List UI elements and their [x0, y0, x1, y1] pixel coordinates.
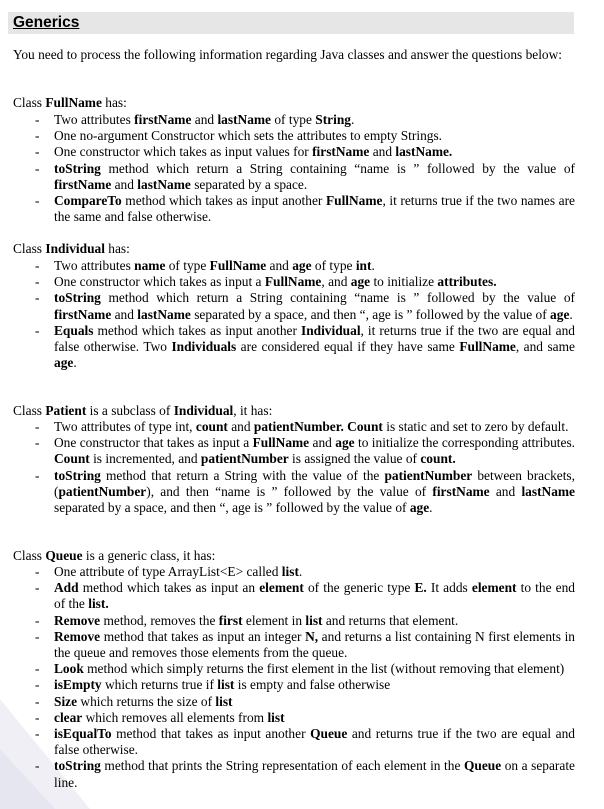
list-item	[13, 144, 575, 160]
bold-term: Remove	[54, 612, 101, 628]
list-item	[13, 323, 575, 372]
list-item	[13, 419, 575, 435]
section-header-individual	[13, 241, 130, 257]
bold-term: toString	[54, 467, 101, 483]
bold-term: lastName	[137, 306, 191, 322]
text-run: and	[111, 176, 138, 192]
bold-term: firstName	[432, 483, 490, 499]
text-run: method that return a String with the value of the	[100, 467, 385, 483]
bold-term: Size	[54, 693, 78, 709]
text-run: is assigned the value of	[288, 451, 421, 467]
bold-term: FullName	[252, 435, 310, 451]
text-run: of type	[271, 112, 316, 127]
text-run: method which takes as input another	[93, 322, 301, 338]
text-run: One attribute of type ArrayList<E> called	[54, 564, 282, 579]
text-run: and	[111, 306, 138, 322]
text-run: It adds	[426, 580, 472, 596]
text-run: of type	[165, 258, 210, 273]
list-item	[13, 435, 575, 467]
page-title: Generics	[13, 14, 80, 31]
bold-term: toString	[54, 758, 101, 774]
bold-term: lastName	[217, 112, 271, 127]
text-run: , and same	[515, 339, 575, 355]
list-item	[13, 161, 575, 193]
text-run: Class	[13, 241, 46, 256]
bold-term: Count	[347, 419, 383, 434]
section-header-patient	[13, 403, 272, 419]
section-header-queue	[13, 548, 215, 564]
text-run: method that takes as input another	[111, 726, 311, 742]
bold-term: Patient	[45, 403, 87, 418]
text-run: and	[489, 483, 522, 499]
list-item	[13, 726, 575, 758]
bold-term: list.	[88, 596, 109, 612]
bold-term: Queue	[310, 726, 348, 742]
bold-term: age	[292, 258, 312, 273]
text-run: separated by a space.	[190, 176, 308, 192]
bold-term: Look	[54, 661, 84, 677]
list-item	[13, 193, 575, 225]
bold-term: count	[195, 419, 228, 434]
bold-term: isEmpty	[54, 677, 102, 693]
text-run: between brackets, (	[54, 467, 575, 499]
bold-term: attributes.	[437, 274, 497, 290]
bold-term: int	[355, 258, 372, 273]
bold-term: FullName	[209, 258, 267, 273]
bold-term: Individual	[300, 322, 361, 338]
text-run: and	[309, 435, 336, 451]
text-run: One constructor which takes as input a	[54, 274, 265, 290]
text-run: is empty and false otherwise	[234, 677, 391, 693]
text-run: .	[429, 500, 433, 516]
text-run: ), and then “name is ” followed by the value of	[146, 483, 433, 499]
bold-term: age	[335, 435, 355, 451]
text-run: method which return a String containing “name is ” followed by the value of	[100, 290, 575, 306]
text-run: and	[266, 258, 293, 273]
bold-term: toString	[54, 160, 101, 176]
text-run: method, removes the	[100, 612, 219, 628]
list-item	[13, 710, 575, 726]
bold-term: firstName	[312, 144, 370, 160]
text-run: and	[191, 112, 218, 127]
bold-term: element	[471, 580, 517, 596]
bold-term: list	[267, 709, 285, 725]
bold-term: element	[259, 580, 304, 596]
text-run: has:	[101, 95, 127, 110]
text-run: is incremented, and	[89, 451, 201, 467]
bold-term: N,	[305, 628, 319, 644]
bold-term: Count	[54, 451, 90, 467]
bold-term: Remove	[54, 628, 101, 644]
text-run: One constructor which takes as input values for	[54, 144, 313, 160]
text-run: .	[73, 355, 77, 371]
bold-term: Individual	[45, 241, 105, 256]
text-run: .	[569, 306, 573, 322]
list-item	[13, 290, 575, 322]
intro-paragraph: You need to process the following information regarding Java classes and answer the questions below:	[13, 47, 563, 62]
fullname-requirements-list	[13, 112, 575, 225]
list-item	[13, 258, 575, 274]
list-item	[13, 580, 575, 612]
text-run: method that takes as input an integer	[100, 628, 306, 644]
bold-term: Add	[54, 580, 79, 596]
bold-term: Queue	[463, 758, 502, 774]
bold-term: age	[409, 500, 430, 516]
text-run: is a subclass of	[86, 403, 174, 418]
bold-term: isEqualTo	[54, 726, 112, 742]
individual-requirements-list	[13, 258, 575, 371]
bold-term: FullName	[264, 274, 322, 290]
bold-term: name	[134, 258, 166, 273]
bold-term: Individual	[173, 403, 234, 418]
bold-term: age	[550, 306, 570, 322]
text-run: method which simply returns the first element in the list (without removing that element)	[83, 661, 565, 677]
text-run: .	[350, 112, 355, 127]
text-run: .	[298, 564, 303, 579]
text-run: , it has:	[233, 403, 273, 418]
text-run: which returns true if	[101, 677, 218, 693]
text-run: One constructor that takes as input a	[54, 435, 253, 451]
bold-term: toString	[54, 290, 101, 306]
bold-term: list	[281, 564, 299, 579]
bold-term: firstName	[134, 112, 192, 127]
bold-term: patientNumber	[58, 483, 147, 499]
bold-term: Individuals	[171, 339, 237, 355]
text-run: has:	[104, 241, 130, 256]
text-run: Two attributes	[54, 112, 135, 127]
text-run: and	[369, 144, 396, 160]
bold-term: FullName	[459, 339, 516, 355]
list-item	[13, 629, 575, 661]
bold-term: E.	[414, 580, 427, 596]
bold-term: age	[350, 274, 371, 290]
section-header-fullname	[13, 95, 127, 111]
text-run: which returns the size of	[77, 693, 216, 709]
bold-term: CompareTo	[54, 193, 122, 209]
queue-requirements-list	[13, 564, 575, 791]
bold-term: count.	[420, 451, 456, 467]
bold-term: lastName	[521, 483, 575, 499]
text-run: .	[371, 258, 375, 273]
bold-term: String	[315, 112, 351, 127]
list-item	[13, 274, 575, 290]
bold-term: list	[217, 677, 235, 693]
text-run: and returns true if the two are equal and false otherwise.	[54, 726, 575, 758]
text-run: method which takes as input another	[121, 193, 326, 209]
text-run: of the generic type	[303, 580, 415, 596]
text-run: Class	[13, 95, 46, 110]
list-item	[13, 758, 575, 790]
list-item	[13, 613, 575, 629]
text-run: on a separate line.	[54, 758, 575, 790]
list-item	[13, 661, 575, 677]
text-run: is a generic class, it has:	[82, 548, 216, 563]
text-run: Two attributes of type int,	[54, 419, 196, 434]
bold-term: age	[54, 355, 74, 371]
bold-term: lastName.	[395, 144, 453, 160]
text-run: to initialize	[370, 274, 438, 290]
text-run: Class	[13, 548, 46, 563]
bold-term: patientNumber.	[253, 419, 344, 434]
bold-term: Queue	[45, 548, 83, 563]
list-item	[13, 564, 575, 580]
text-run: to the end of the	[54, 580, 575, 612]
bold-term: list	[215, 693, 233, 709]
text-run: and	[227, 419, 254, 434]
bold-term: Equals	[54, 322, 94, 338]
bold-term: firstName	[54, 176, 112, 192]
list-item	[13, 468, 575, 517]
text-run: which removes all elements from	[82, 709, 268, 725]
bold-term: patientNumber	[200, 451, 289, 467]
bold-term: FullName	[45, 95, 102, 110]
text-run: method which takes as input an	[78, 580, 260, 596]
bold-term: patientNumber	[384, 467, 473, 483]
list-item	[13, 677, 575, 693]
text-run: to initialize the corresponding attributes.	[354, 435, 575, 451]
list-item	[13, 128, 575, 144]
list-item	[13, 694, 575, 710]
text-run: separated by a space, and then “, age is ” followed by the value of	[54, 500, 410, 516]
list-item	[13, 112, 575, 128]
text-run: Class	[13, 403, 46, 418]
text-run: method which return a String containing “name is ” followed by the value of	[100, 160, 575, 176]
bold-term: clear	[54, 709, 83, 725]
text-run: and returns a list containing N first elements in the queue and removes those elements from the queue.	[54, 628, 575, 661]
bold-term: first	[218, 612, 243, 628]
bold-term: list	[305, 612, 323, 628]
patient-requirements-list	[13, 419, 575, 516]
text-run: , it returns true if the two names are the same and false otherwise.	[54, 193, 575, 225]
text-run: is static and set to zero by default.	[382, 419, 569, 434]
text-run: element in	[242, 612, 306, 628]
text-run: are considered equal if they have same	[236, 339, 460, 355]
text-run: of type	[311, 258, 356, 273]
text-run: method that prints the String representation of each element in the	[100, 758, 464, 774]
bold-term: lastName	[137, 176, 191, 192]
text-run: , it returns true if the two are equal and false otherwise. Two	[54, 322, 576, 355]
bold-term: FullName	[325, 193, 383, 209]
heading-bar	[8, 12, 574, 34]
text-run: and returns that element.	[322, 612, 459, 628]
text-run: One no-argument Constructor which sets the attributes to empty Strings.	[54, 128, 443, 144]
text-run: , and	[321, 274, 351, 290]
text-run: Two attributes	[54, 258, 135, 273]
bold-term: firstName	[54, 306, 112, 322]
text-run: separated by a space, and then “, age is ” followed by the value of	[190, 306, 551, 322]
